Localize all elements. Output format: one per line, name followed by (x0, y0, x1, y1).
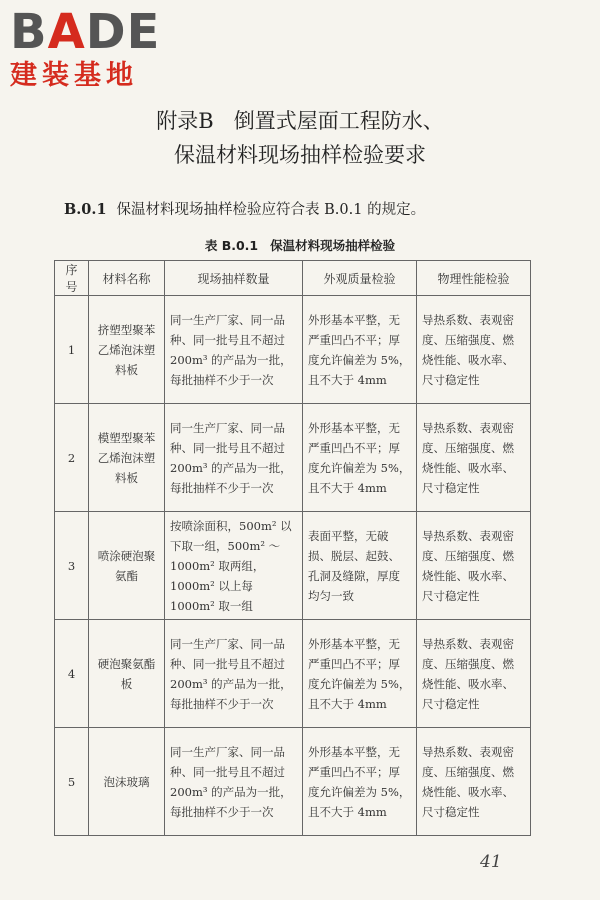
row-sampling: 同一生产厂家、同一品种、同一批号且不超过 200m³ 的产品为一批，每批抽样不少于一次 (165, 404, 303, 512)
row-sampling: 同一生产厂家、同一品种、同一批号且不超过 200m³ 的产品为一批，每批抽样不少于一次 (165, 296, 303, 404)
logo-letter: B (10, 4, 48, 60)
bade-logo (10, 6, 160, 92)
row-sampling: 同一生产厂家、同一品种、同一批号且不超过 200m³ 的产品为一批，每批抽样不少于一次 (165, 620, 303, 728)
logo-wordmark (10, 6, 160, 58)
table-caption (0, 236, 600, 254)
header-material-name: 材料名称 (89, 261, 165, 296)
row-appearance: 外形基本平整，无严重凹凸不平；厚度允许偏差为 5%，且不大于 4mm (303, 296, 417, 404)
row-physical: 导热系数、表观密度、压缩强度、燃烧性能、吸水率、尺寸稳定性 (417, 512, 531, 620)
row-physical: 导热系数、表观密度、压缩强度、燃烧性能、吸水率、尺寸稳定性 (417, 296, 531, 404)
clause-paragraph (64, 198, 425, 219)
appendix-title-line-1: 附录B 倒置式屋面工程防水、 (156, 109, 444, 133)
header-sampling-quantity: 现场抽样数量 (165, 261, 303, 296)
sampling-table (54, 260, 531, 836)
row-material-name: 喷涂硬泡聚氨酯 (89, 512, 165, 620)
logo-accent-letter: A (47, 4, 86, 60)
clause-text: 保温材料现场抽样检验应符合表 B.0.1 的规定。 (116, 202, 426, 218)
row-material-name: 硬泡聚氨酯板 (89, 620, 165, 728)
row-material-name: 模塑型聚苯乙烯泡沫塑料板 (89, 404, 165, 512)
appendix-title-line-2: 保温材料现场抽样检验要求 (174, 143, 426, 167)
row-no: 5 (55, 728, 89, 836)
row-physical: 导热系数、表观密度、压缩强度、燃烧性能、吸水率、尺寸稳定性 (417, 620, 531, 728)
table-caption-text: 保温材料现场抽样检验 (270, 238, 396, 253)
row-appearance: 外形基本平整，无严重凹凸不平；厚度允许偏差为 5%，且不大于 4mm (303, 404, 417, 512)
header-no: 序号 (55, 261, 89, 296)
table-row (55, 728, 531, 836)
header-appearance-check: 外观质量检验 (303, 261, 417, 296)
header-physical-check: 物理性能检验 (417, 261, 531, 296)
row-sampling: 按喷涂面积，500m² 以下取一组，500m² ～ 1000m² 取两组，1000m² 以上每 1000m² 取一组 (165, 512, 303, 620)
row-appearance: 表面平整，无破损、脱层、起鼓、孔洞及缝隙，厚度均匀一致 (303, 512, 417, 620)
clause-number: B.0.1 (64, 201, 107, 218)
table-row (55, 296, 531, 404)
row-material-name: 挤塑型聚苯乙烯泡沫塑料板 (89, 296, 165, 404)
table-caption-number: 表 B.0.1 (204, 238, 259, 253)
row-material-name: 泡沫玻璃 (89, 728, 165, 836)
logo-subtitle: 建装基地 (10, 60, 138, 91)
row-no: 1 (55, 296, 89, 404)
row-appearance: 外形基本平整，无严重凹凸不平；厚度允许偏差为 5%，且不大于 4mm (303, 620, 417, 728)
row-no: 3 (55, 512, 89, 620)
row-physical: 导热系数、表观密度、压缩强度、燃烧性能、吸水率、尺寸稳定性 (417, 728, 531, 836)
table-header-row (55, 261, 531, 296)
table-row (55, 620, 531, 728)
table-row (55, 404, 531, 512)
page-number: 41 (480, 852, 502, 872)
logo-letters: DE (85, 4, 161, 60)
row-no: 4 (55, 620, 89, 728)
row-sampling: 同一生产厂家、同一品种、同一批号且不超过 200m³ 的产品为一批，每批抽样不少于一次 (165, 728, 303, 836)
table-row (55, 512, 531, 620)
row-no: 2 (55, 404, 89, 512)
row-physical: 导热系数、表观密度、压缩强度、燃烧性能、吸水率、尺寸稳定性 (417, 404, 531, 512)
row-appearance: 外形基本平整，无严重凹凸不平；厚度允许偏差为 5%，且不大于 4mm (303, 728, 417, 836)
